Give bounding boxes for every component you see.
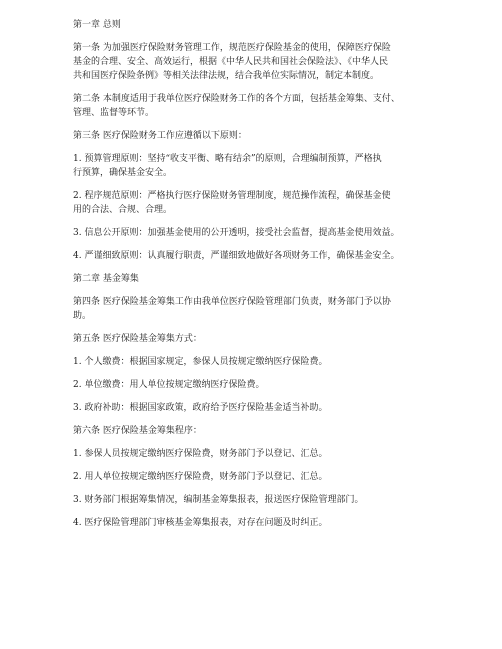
text-line: 第二章 基金筹集 [73, 274, 139, 284]
text-line: 2. 单位缴费：用人单位按规定缴纳医疗保险费。 [73, 380, 265, 390]
text-line: 行预算，确保基金安全。 [73, 168, 173, 178]
text-line: 第五条 医疗保险基金筹集方式： [73, 334, 202, 344]
article-paragraph [73, 92, 443, 120]
text-line: 3. 信息公开原则：加强基金使用的公开透明，接受社会监督，提高基金使用效益。 [73, 228, 400, 238]
article-paragraph [73, 424, 443, 438]
list-item [73, 152, 443, 180]
text-line: 用的合法、合规、合理。 [73, 205, 173, 215]
text-line: 4. 医疗保险管理部门审核基金筹集报表，对存在问题及时纠正。 [73, 518, 328, 528]
text-line: 第一章 总则 [73, 20, 121, 30]
document-body [73, 18, 443, 530]
list-item [73, 470, 443, 484]
list-item [73, 249, 443, 263]
text-line: 2. 程序规范原则：严格执行医疗保险财务管理制度，规范操作流程，确保基金使 [73, 191, 391, 201]
text-line: 3. 财务部门根据筹集情况，编制基金筹集报表，报送医疗保险管理部门。 [73, 495, 364, 505]
text-line: 基金的合理、安全、高效运行，根据《中华人民共和国社会保险法》、《中华人民 [73, 57, 389, 67]
text-line: 第六条 医疗保险基金筹集程序： [73, 426, 202, 436]
article-paragraph [73, 41, 443, 83]
article-paragraph [73, 129, 443, 143]
text-line: 1. 预算管理原则：坚持“收支平衡、略有结余”的原则，合理编制预算，严格执 [73, 154, 382, 164]
list-item [73, 378, 443, 392]
text-line: 管理、监督等环节。 [73, 108, 155, 118]
text-line: 3. 政府补助：根据国家政策，政府给予医疗保险基金适当补助。 [73, 403, 328, 413]
list-item [73, 516, 443, 530]
text-line: 第一条 为加强医疗保险财务管理工作，规范医疗保险基金的使用，保障医疗保险 [73, 43, 391, 53]
text-line: 助。 [73, 311, 92, 321]
text-line: 1. 个人缴费：根据国家规定，参保人员按规定缴纳医疗保险费。 [73, 357, 328, 367]
article-paragraph [73, 332, 443, 346]
list-item [73, 226, 443, 240]
list-item [73, 189, 443, 217]
text-line: 第三条 医疗保险财务工作应遵循以下原则： [73, 131, 247, 141]
chapter-heading [73, 272, 443, 286]
list-item [73, 493, 443, 507]
text-line: 共和国医疗保险条例》等相关法律法规，结合我单位实际情况，制定本制度。 [73, 71, 380, 81]
text-line: 4. 严谨细致原则：认真履行职责，严谨细致地做好各项财务工作，确保基金安全。 [73, 251, 400, 261]
list-item [73, 447, 443, 461]
list-item [73, 401, 443, 415]
text-line: 第四条 医疗保险基金筹集工作由我单位医疗保险管理部门负责，财务部门予以协 [73, 297, 391, 307]
text-line: 第二条 本制度适用于我单位医疗保险财务工作的各个方面，包括基金筹集、支付、 [73, 94, 400, 104]
article-paragraph [73, 295, 443, 323]
text-line: 1. 参保人员按规定缴纳医疗保险费，财务部门予以登记、汇总。 [73, 449, 328, 459]
text-line: 2. 用人单位按规定缴纳医疗保险费，财务部门予以登记、汇总。 [73, 472, 328, 482]
list-item [73, 355, 443, 369]
chapter-heading [73, 18, 443, 32]
